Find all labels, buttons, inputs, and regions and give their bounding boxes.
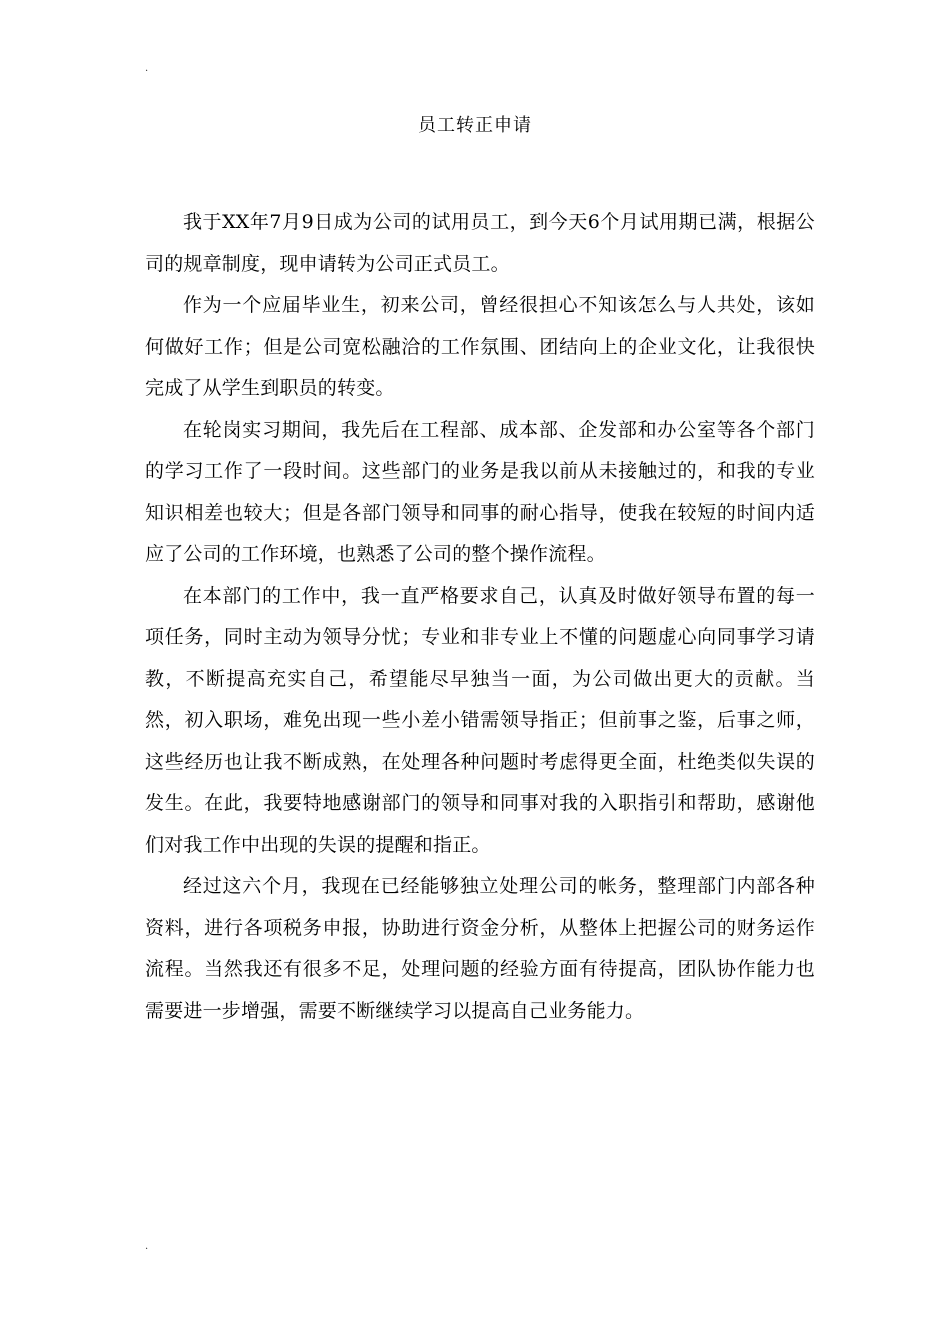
page-marker-top: .: [145, 63, 149, 74]
document-title: 员工转正申请: [418, 115, 532, 136]
paragraph-2: 作为一个应届毕业生，初来公司，曾经很担心不知该怎么与人共处，该如何做好工作；但是公司宽松融洽的工作氛围、团结向上的企业文化，让我很快完成了从学生到职员的转变。: [145, 294, 815, 399]
paragraph-4: 在本部门的工作中，我一直严格要求自己，认真及时做好领导布置的每一项任务，同时主动为领导分忧；专业和非专业上不懂的问题虚心向同事学习请教，不断提高充实自己，希望能尽早独当一面，为公司做出更大的贡献。当然，初入职场，难免出现一些小差小错需领导指正；但前事之鉴，后事之师，这些经历也让我不断成熟，在处理各种问题时考虑得更全面，杜绝类似失误的发生。在此，我要特地感谢部门的领导和同事对我的入职指引和帮助，感谢他们对我工作中出现的失误的提醒和指正。: [145, 584, 815, 856]
document-body: [145, 202, 815, 1032]
paragraph-1: 我于XX年7月9日成为公司的试用员工，到今天6个月试用期已满，根据公司的规章制度，现申请转为公司正式员工。: [145, 211, 815, 275]
paragraph-5: 经过这六个月，我现在已经能够独立处理公司的帐务，整理部门内部各种资料，进行各项税务申报，协助进行资金分析，从整体上把握公司的财务运作流程。当然我还有很多不足，处理问题的经验方面有待提高，团队协作能力也需要进一步增强，需要不断继续学习以提高自己业务能力。: [145, 875, 815, 1022]
page-marker-bottom: .: [145, 1241, 149, 1252]
paragraph-3: 在轮岗实习期间，我先后在工程部、成本部、企发部和办公室等各个部门的学习工作了一段时间。这些部门的业务是我以前从未接触过的，和我的专业知识相差也较大；但是各部门领导和同事的耐心指导，使我在较短的时间内适应了公司的工作环境，也熟悉了公司的整个操作流程。: [145, 418, 815, 565]
